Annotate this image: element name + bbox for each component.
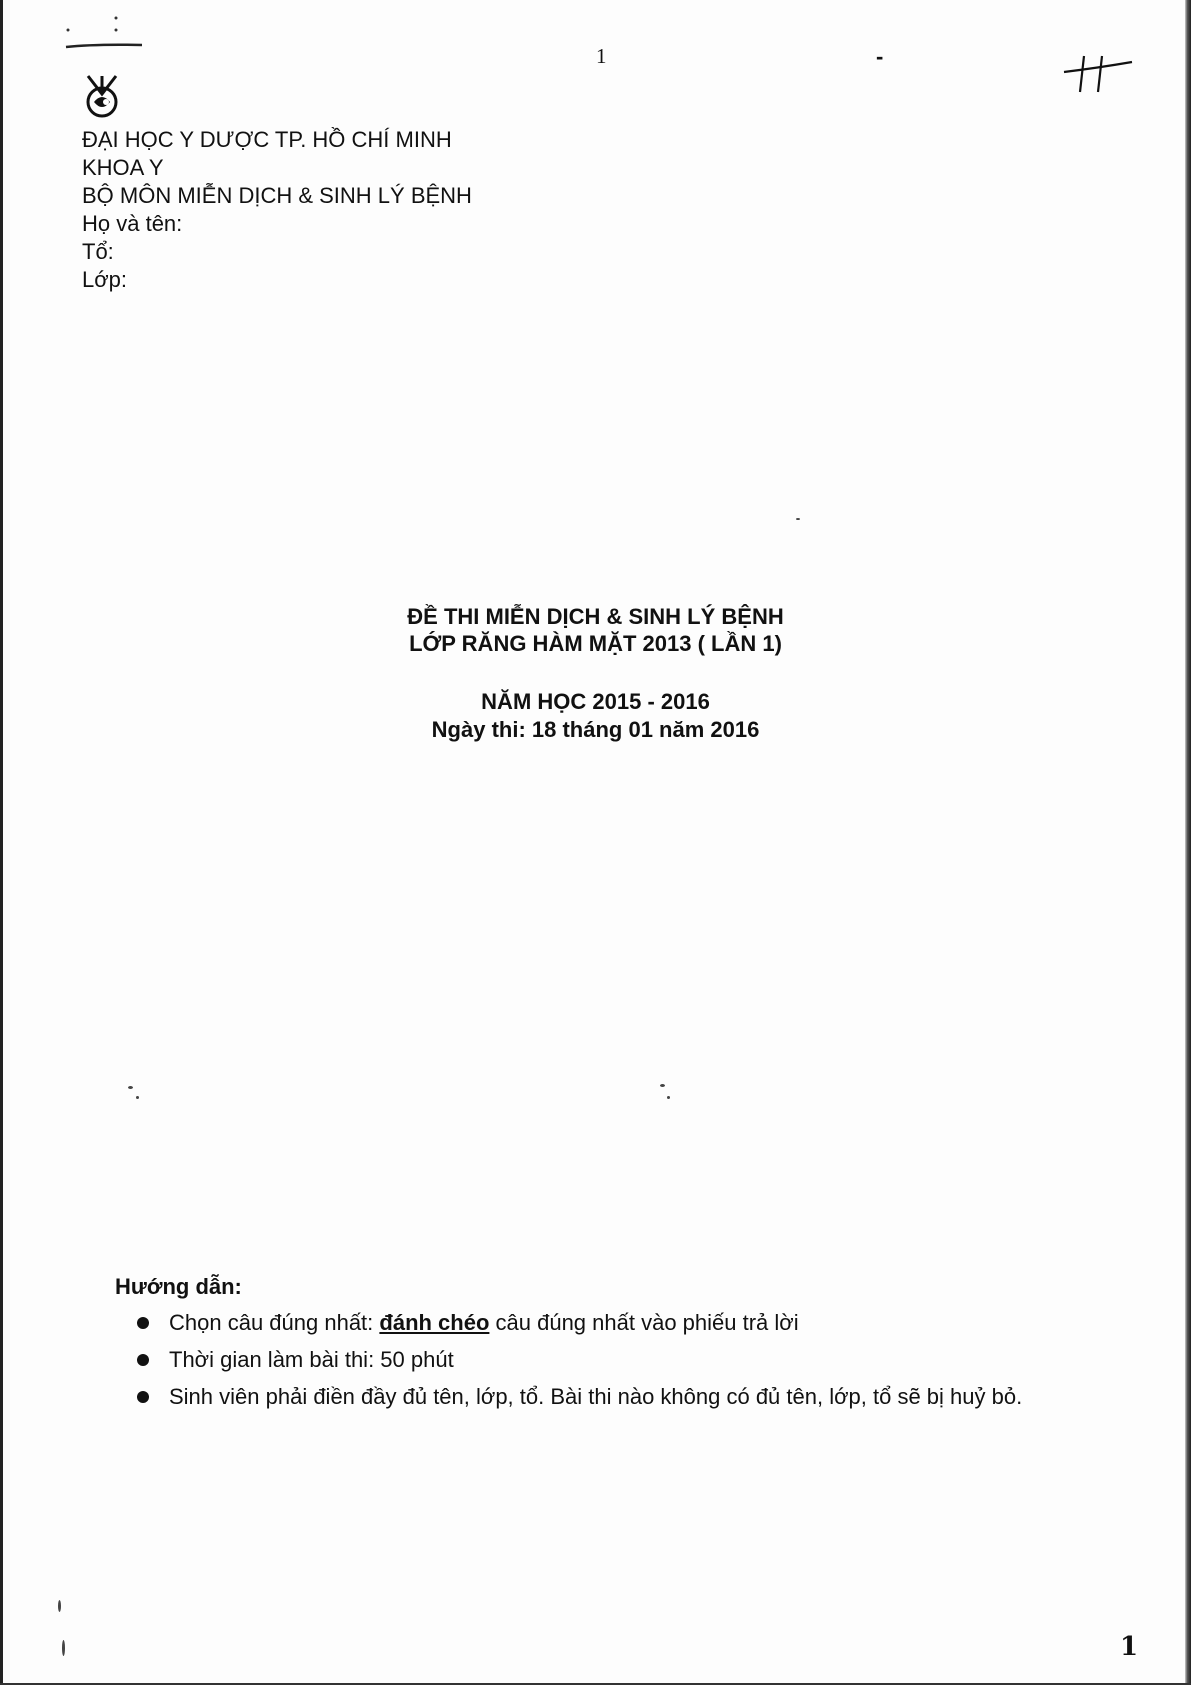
bullet-icon bbox=[137, 1391, 149, 1403]
scan-speck bbox=[136, 1096, 139, 1099]
department-name: BỘ MÔN MIỄN DỊCH & SINH LÝ BỆNH bbox=[82, 183, 472, 208]
exam-schedule bbox=[0, 688, 1191, 744]
bullet-icon bbox=[137, 1317, 149, 1329]
corner-mark: 1 bbox=[1120, 1632, 1139, 1662]
handwritten-top-mark bbox=[64, 12, 144, 52]
student-class-label: Lớp: bbox=[82, 267, 128, 292]
instructions-section bbox=[115, 1274, 1022, 1419]
school-year: NĂM HỌC 2015 - 2016 bbox=[481, 689, 710, 714]
university-name: ĐẠI HỌC Y DƯỢC TP. HỒ CHÍ MINH bbox=[82, 127, 452, 152]
scan-speck bbox=[667, 1096, 670, 1099]
scan-speck bbox=[128, 1086, 133, 1089]
bullet-icon bbox=[137, 1354, 149, 1366]
dash-mark: - bbox=[876, 44, 884, 69]
exam-date: Ngày thi: 18 tháng 01 năm 2016 bbox=[431, 717, 760, 742]
student-group-label: Tổ: bbox=[82, 239, 114, 264]
exam-title-line2: LỚP RĂNG HÀM MẶT 2013 ( LẦN 1) bbox=[409, 631, 782, 656]
instruction-text: Thời gian làm bài thi: 50 phút bbox=[169, 1347, 454, 1372]
instruction-item bbox=[137, 1308, 1022, 1345]
scan-edge-right bbox=[1185, 0, 1191, 1685]
instruction-emphasis: đánh chéo bbox=[379, 1310, 490, 1335]
scan-speck bbox=[660, 1084, 665, 1087]
instruction-item bbox=[137, 1345, 1022, 1382]
handwritten-hash-mark bbox=[1062, 52, 1134, 94]
instruction-list bbox=[115, 1308, 1022, 1419]
instruction-item bbox=[137, 1382, 1022, 1419]
institution-header bbox=[82, 126, 472, 294]
instruction-text: câu đúng nhất vào phiếu trả lời bbox=[489, 1310, 799, 1335]
student-name-label: Họ và tên: bbox=[82, 211, 183, 236]
instruction-text: Chọn câu đúng nhất: bbox=[169, 1310, 380, 1335]
exam-title bbox=[0, 603, 1191, 657]
scan-edge-left bbox=[0, 0, 3, 1685]
exam-title-line1: ĐỀ THI MIỄN DỊCH & SINH LÝ BỆNH bbox=[407, 604, 784, 629]
page-number: 1 bbox=[596, 44, 607, 68]
scan-speck bbox=[58, 1600, 61, 1612]
instructions-heading: Hướng dẫn: bbox=[115, 1274, 242, 1299]
faculty-name: KHOA Y bbox=[82, 155, 164, 180]
instruction-text: Sinh viên phải điền đầy đủ tên, lớp, tổ. Bài thi nào không có đủ tên, lớp, tổ sẽ bị huỷ bỏ. bbox=[169, 1384, 1023, 1409]
scan-speck bbox=[796, 518, 800, 520]
university-logo bbox=[78, 72, 126, 120]
scan-speck bbox=[62, 1640, 65, 1656]
